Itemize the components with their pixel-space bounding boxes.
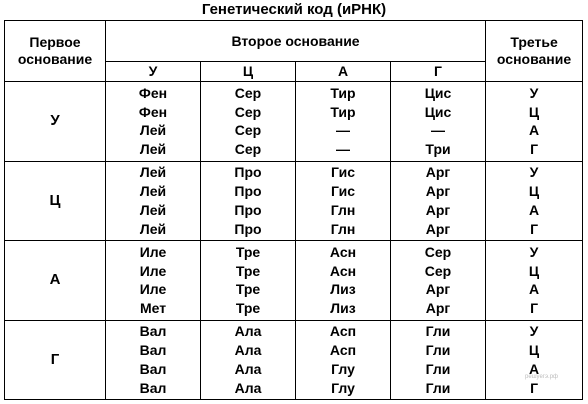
amino-acid: Вал [139,360,167,377]
second-base-g: Г [391,62,486,82]
amino-acid: Асн [329,243,357,260]
third-base-header: Третье основание [486,21,583,82]
amino-acid: Гли [425,323,451,340]
third-base: У [529,323,539,340]
amino-acid-column [106,161,201,241]
amino-acid: Глу [331,379,355,396]
third-base: У [529,243,539,260]
third-base: Г [530,379,538,396]
amino-acid-column [391,241,486,321]
third-base: А [528,122,540,139]
amino-acid: Лей [139,164,167,181]
amino-acid-column [391,320,486,400]
amino-acid: Вал [139,323,167,340]
third-base: Ц [528,342,540,359]
amino-acid: Сер [234,141,262,158]
amino-acid: Цис [424,84,452,101]
amino-acid: Про [234,183,262,200]
amino-acid: Арг [425,201,451,218]
amino-acid-column [201,320,296,400]
second-base-c: Ц [201,62,296,82]
second-base-a: А [296,62,391,82]
amino-acid: Ала [234,360,262,377]
third-base: А [528,360,540,377]
amino-acid: Арг [425,300,451,317]
amino-acid-column [391,161,486,241]
table-header-row [5,21,583,62]
amino-acid: Асп [329,323,357,340]
amino-acid: Сер [234,84,262,101]
first-base-cell: Г [5,320,106,400]
amino-acid: Глн [330,220,356,237]
amino-acid: Цис [424,103,452,120]
amino-acid: Арг [425,281,451,298]
third-base: Ц [528,103,540,120]
amino-acid: Лей [139,220,167,237]
amino-acid-column [106,82,201,162]
first-base-header: Первое основание [5,21,106,82]
amino-acid: — [431,122,446,139]
third-base: Ц [528,183,540,200]
codon-block-a [5,241,583,321]
amino-acid-column [106,241,201,321]
amino-acid-column [296,82,391,162]
amino-acid: Гли [425,360,451,377]
amino-acid-column [296,241,391,321]
second-base-u: У [106,62,201,82]
amino-acid: Асп [329,342,357,359]
amino-acid: Сер [234,122,262,139]
amino-acid-column [106,320,201,400]
third-base: У [529,164,539,181]
amino-acid: — [336,122,350,139]
amino-acid: Глу [331,360,355,377]
amino-acid-column [391,82,486,162]
third-base: А [528,281,540,298]
amino-acid: Арг [425,220,451,237]
amino-acid: Арг [425,183,451,200]
amino-acid: Лей [139,122,167,139]
amino-acid: Тре [235,281,261,298]
amino-acid: Лей [139,141,167,158]
amino-acid: Тир [330,84,356,101]
amino-acid: Арг [425,164,451,181]
amino-acid: Иле [139,281,167,298]
amino-acid: Вал [139,342,167,359]
watermark: решуегэ.рф [525,374,558,380]
amino-acid: Иле [139,243,167,260]
amino-acid-column [201,241,296,321]
first-base-cell: У [5,82,106,162]
amino-acid: Лиз [330,300,356,317]
amino-acid: Про [234,201,262,218]
second-base-header: Второе основание [106,21,486,62]
amino-acid: Тре [235,243,261,260]
amino-acid: Гис [331,164,355,181]
third-base: Ц [528,262,540,279]
amino-acid-column [201,161,296,241]
amino-acid: Про [234,220,262,237]
third-base-cell [486,320,583,400]
third-base-cell [486,82,583,162]
amino-acid: Тир [330,103,356,120]
amino-acid: Фен [138,84,168,101]
codon-block-g [5,320,583,400]
third-base: Г [530,141,538,158]
amino-acid: Гли [425,379,451,396]
amino-acid: Гис [331,183,355,200]
amino-acid: Лей [139,183,167,200]
amino-acid-column [296,161,391,241]
amino-acid: Тре [235,262,261,279]
amino-acid: Гли [425,342,451,359]
amino-acid: Ала [234,323,262,340]
page-title: Генетический код (иРНК) [201,1,387,18]
codon-block-c [5,161,583,241]
amino-acid: Иле [139,262,167,279]
amino-acid: Сер [424,243,452,260]
amino-acid: Лиз [330,281,356,298]
amino-acid: Глн [330,201,356,218]
amino-acid: Сер [234,103,262,120]
amino-acid: Сер [424,262,452,279]
amino-acid: Про [234,164,262,181]
amino-acid-column [296,320,391,400]
third-base-cell [486,241,583,321]
amino-acid: Тре [235,300,261,317]
first-base-cell: Ц [5,161,106,241]
amino-acid: Три [425,141,451,158]
amino-acid: Ала [234,379,262,396]
amino-acid: — [336,141,350,158]
third-base: А [528,201,540,218]
amino-acid: Фен [138,103,168,120]
genetic-code-table [4,20,583,400]
amino-acid: Ала [234,342,262,359]
codon-block-u [5,82,583,162]
amino-acid-column [201,82,296,162]
third-base: Г [530,220,538,237]
third-base-cell [486,161,583,241]
amino-acid: Лей [139,201,167,218]
amino-acid: Мет [139,300,167,317]
third-base: У [529,84,539,101]
amino-acid: Вал [139,379,167,396]
third-base: Г [530,300,538,317]
amino-acid: Асн [329,262,357,279]
first-base-cell: А [5,241,106,321]
